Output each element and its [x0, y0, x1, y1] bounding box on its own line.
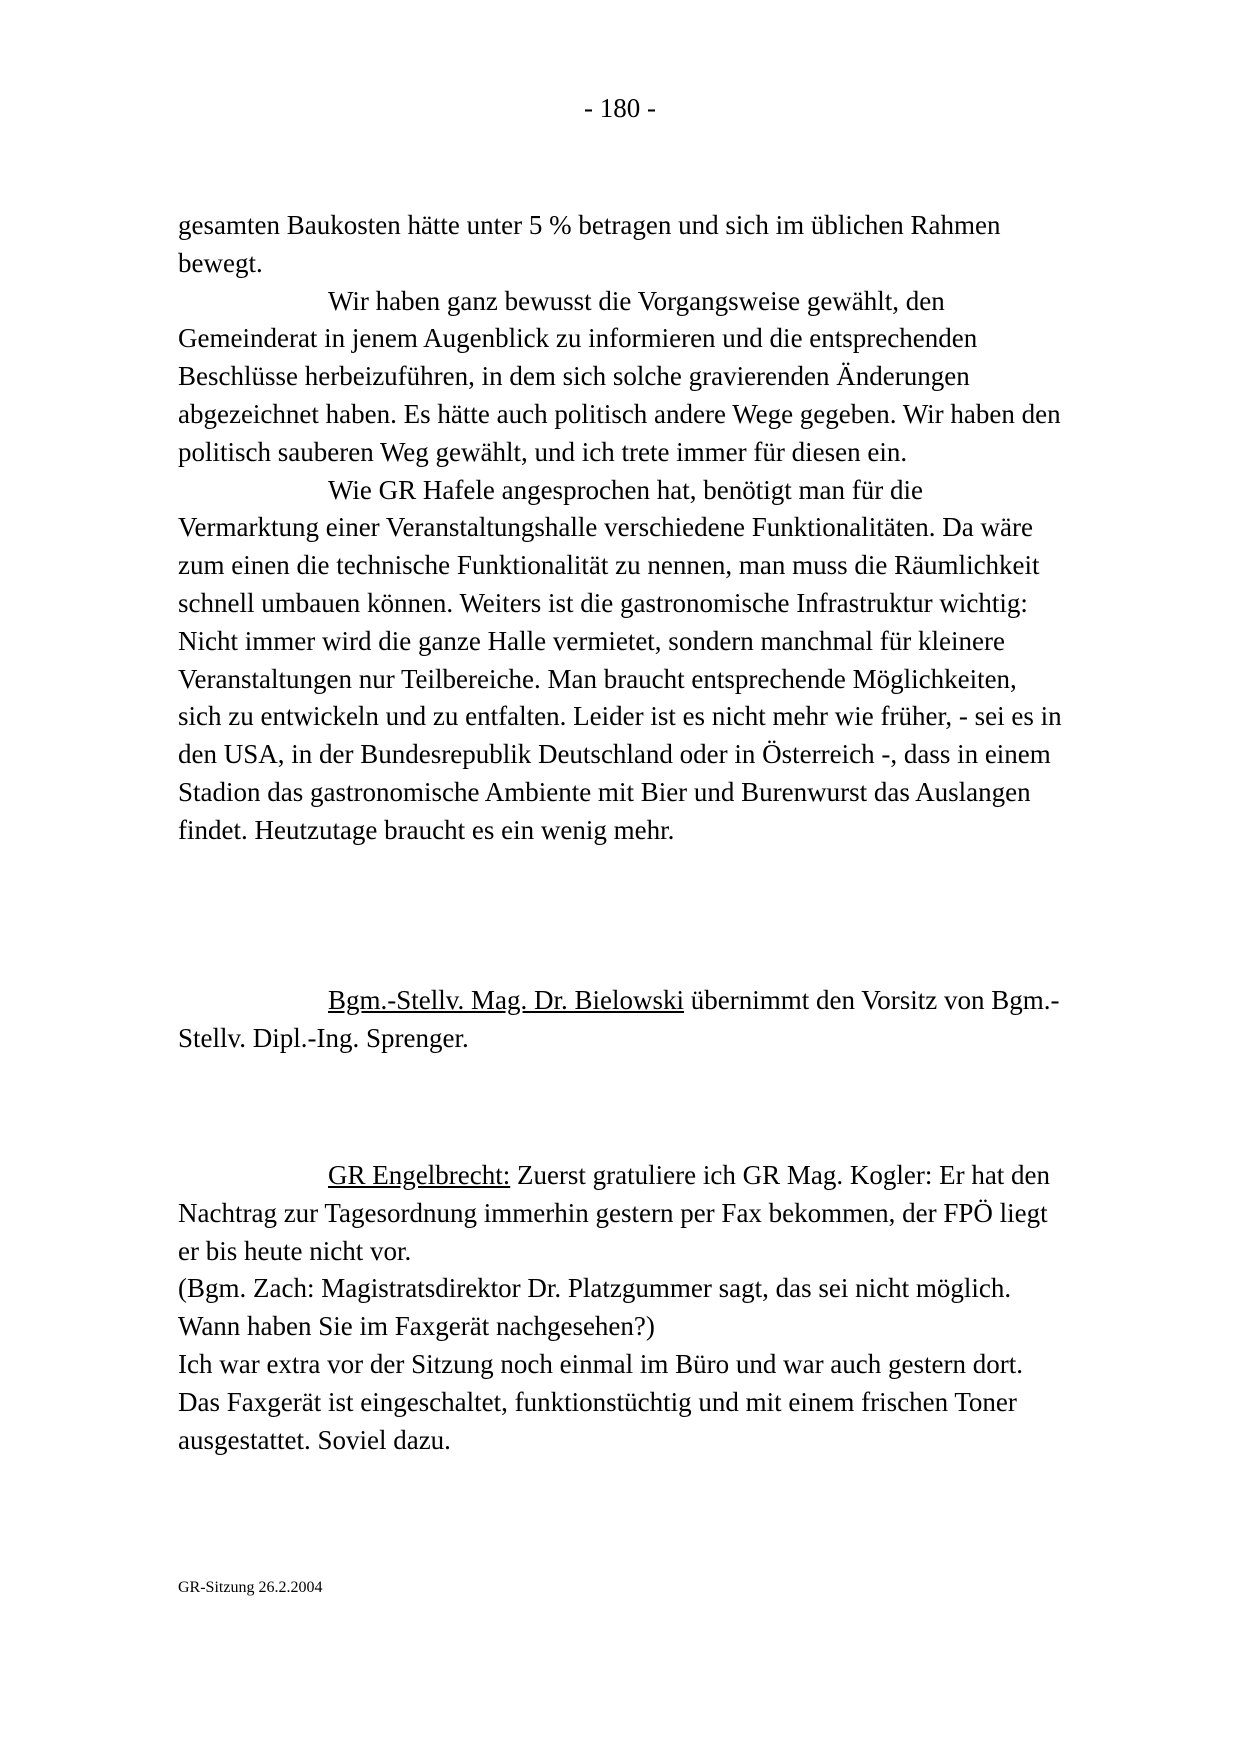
- page-number: - 180 -: [584, 93, 656, 123]
- speaker-name: GR Engelbrecht:: [328, 1160, 511, 1190]
- chair-change-text: übernimmt den Vorsitz von Bgm.-Stellv. Dipl.-Ing. Sprenger.: [178, 985, 1060, 1053]
- chair-change-notice: [178, 982, 1064, 1058]
- engelbrecht-text: Zuerst gratuliere ich GR Mag. Kogler: Er hat den Nachtrag zur Tagesordnung immerhin gestern per Fax bekommen, der FPÖ liegt er bis heute nicht vor.: [178, 1160, 1051, 1266]
- speech-continuation: [178, 207, 1064, 850]
- engelbrecht-speech: [178, 1157, 1064, 1459]
- paragraph-3: Wie GR Hafele angesprochen hat, benötigt man für die Vermarktung einer Veranstaltungshalle verschiedene Funktionalitäten. Da wäre zum einen die technische Funktionalität zu nennen, man muss die Räumlichkeit schnell umbauen können. Weiters ist die gastronomische Infrastruktur wichtig: Nicht immer wird die ganze Halle vermietet, sondern manchmal für kleinere Veranstaltungen nur Teilbereiche. Man braucht entsprechende Möglichkeiten, sich zu entwickeln und zu entfalten. Leider ist es nicht mehr wie früher, - sei es in den USA, in der Bundesrepublik Deutschland oder in Österreich -, dass in einem Stadion das gastronomische Ambiente mit Bier und Burenwurst das Auslangen findet. Heutzutage braucht es ein wenig mehr.: [178, 474, 1062, 845]
- engelbrecht-paragraph: [178, 1157, 1064, 1270]
- paragraph-1: gesamten Baukosten hätte unter 5 % betragen und sich im üblichen Rahmen bewegt.: [178, 210, 1001, 278]
- speaker-name: Bgm.-Stellv. Mag. Dr. Bielowski: [328, 985, 684, 1015]
- footer: GR-Sitzung 26.2.2004: [178, 1579, 323, 1596]
- paragraph-2: Wir haben ganz bewusst die Vorgangsweise gewählt, den Gemeinderat in jenem Augenblick zu informieren und die entsprechenden Beschlüsse herbeizuführen, in dem sich solche gravierenden Änderungen abgezeichnet haben. Es hätte auch politisch andere Wege gegeben. Wir haben den politisch sauberen Weg gewählt, und ich trete immer für diesen ein.: [178, 285, 1061, 467]
- engelbrecht-continuation: Ich war extra vor der Sitzung noch einmal im Büro und war auch gestern dort. Das Faxgerät ist eingeschaltet, funktionstüchtig und mit einem frischen Toner ausgestattet. Soviel dazu.: [178, 1348, 1023, 1455]
- chair-change-paragraph: [178, 982, 1064, 1058]
- interjection: (Bgm. Zach: Magistratsdirektor Dr. Platzgummer sagt, das sei nicht möglich. Wann haben Sie im Faxgerät nachgesehen?): [178, 1273, 1012, 1342]
